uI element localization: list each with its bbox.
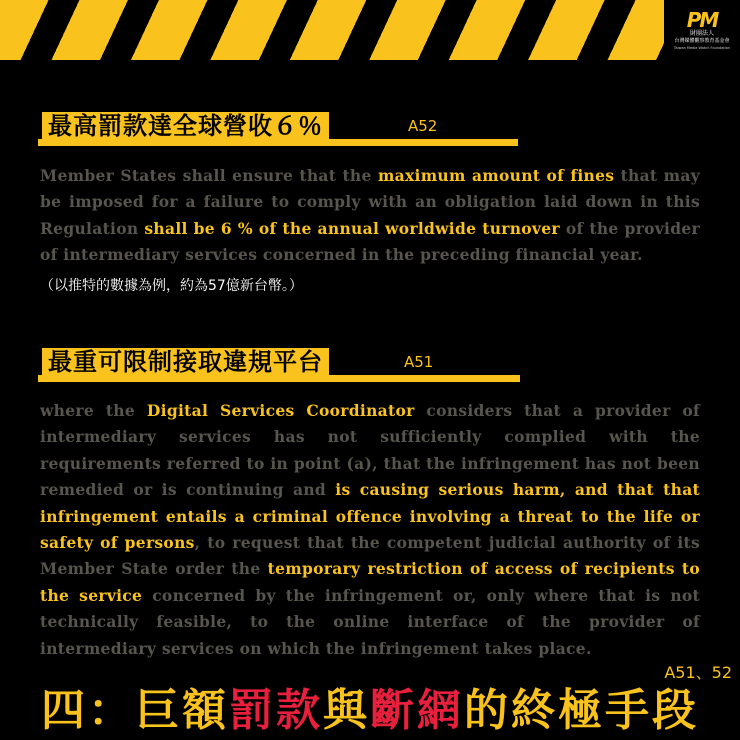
highlight-text: temporary restriction of access of recipients to the service bbox=[40, 559, 700, 605]
section-1-heading bbox=[38, 112, 518, 146]
heading-underline-bar bbox=[38, 139, 518, 146]
section-1-title: 最高罰款達全球營收６％ bbox=[42, 112, 329, 140]
foundation-logo bbox=[664, 0, 740, 60]
text-run: that may be imposed for a failure to comply with an obligation laid down in this Regulation bbox=[40, 166, 701, 238]
text-run: Member States shall ensure that the bbox=[40, 166, 378, 185]
article-reference: A51、52 bbox=[664, 663, 732, 682]
heading-underline-bar bbox=[38, 375, 520, 382]
title-part: 的終極手段 bbox=[464, 685, 699, 736]
section-1-paragraph bbox=[40, 163, 700, 269]
text-run: considers that a provider of intermediary services has not sufficiently complied with the requirements referred to in point (a), that the infringement has not been remedied or is continuing and bbox=[40, 401, 700, 500]
section-1-article-tag: A52 bbox=[408, 117, 438, 135]
highlight-text: is causing serious harm, and that that infringement entails a criminal offence involving a threat to the life or safety of persons bbox=[40, 480, 700, 553]
text-run: concerned by the infringement or, only where that is not technically feasible, to the online interface of the provider of intermediary services on which the infringement takes place. bbox=[40, 585, 700, 658]
logo-line-2: 台灣媒體觀察教育基金會 bbox=[674, 37, 730, 44]
logo-line-3: Taiwan Media Watch Foundation bbox=[673, 45, 731, 50]
highlight-text: maximum amount of fines bbox=[377, 166, 615, 185]
section-2-article-tag: A51 bbox=[404, 353, 434, 371]
title-part: 與 bbox=[323, 685, 370, 736]
title-part: 四：巨額 bbox=[41, 685, 229, 736]
logo-mark: PM bbox=[686, 7, 718, 32]
highlight-text: shall be 6 % of the annual worldwide turnover bbox=[144, 218, 560, 238]
hazard-stripes-banner bbox=[0, 0, 740, 60]
text-run: of the provider of intermediary services concerned in the preceding financial year. bbox=[40, 218, 700, 265]
title-part-red: 罰款 bbox=[229, 685, 323, 736]
highlight-text: Digital Services Coordinator bbox=[146, 401, 415, 420]
section-2-paragraph bbox=[40, 398, 700, 662]
text-run: where the bbox=[40, 401, 147, 420]
section-2-title: 最重可限制接取違規平台 bbox=[42, 348, 329, 376]
page-title bbox=[0, 682, 740, 740]
text-run: , to request that the competent judicial authority of its Member State order the bbox=[40, 533, 700, 579]
title-part-red: 斷網 bbox=[370, 685, 464, 736]
logo-line-1: 財團法人 bbox=[689, 29, 714, 37]
section-2-heading bbox=[38, 348, 520, 382]
section-1-note: （以推特的數據為例，約為57億新台幣。） bbox=[40, 278, 303, 294]
